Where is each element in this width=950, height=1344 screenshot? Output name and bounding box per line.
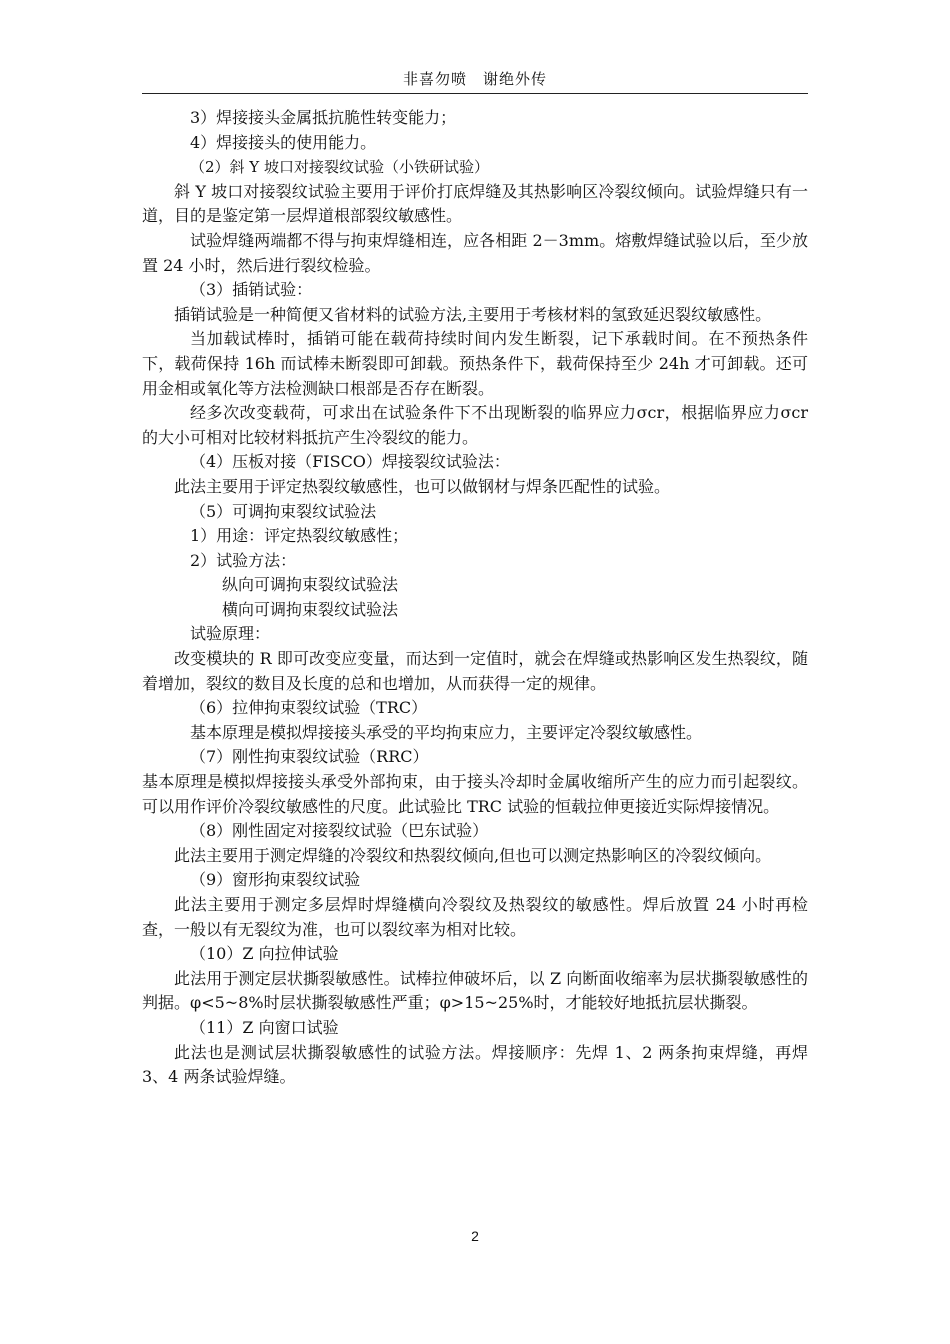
section-heading: （7）刚性拘束裂纹试验（RRC） bbox=[190, 747, 429, 767]
section-heading: （3）插销试验： bbox=[190, 280, 313, 300]
section-heading: （4）压板对接（FISCO）焊接裂纹试验法： bbox=[190, 452, 510, 472]
section-heading: （5）可调拘束裂纹试验法 bbox=[190, 501, 377, 521]
section-heading: （2）斜 Y 坡口对接裂纹试验（小铁研试验） bbox=[190, 158, 489, 177]
paragraph: 横向可调拘束裂纹试验法 bbox=[222, 599, 399, 619]
section-heading: （11）Z 向窗口试验 bbox=[190, 1017, 339, 1037]
page-header: 非喜勿喷 谢绝外传 bbox=[142, 66, 808, 94]
paragraph: 斜 Y 坡口对接裂纹试验主要用于评价打底焊缝及其热影响区冷裂纹倾向。试验焊缝只有一道，目的是鉴定第一层焊道根部裂纹敏感性。 bbox=[142, 181, 808, 226]
paragraph: 此法主要用于评定热裂纹敏感性，也可以做钢材与焊条匹配性的试验。 bbox=[174, 476, 671, 496]
section-heading: （10）Z 向拉伸试验 bbox=[190, 944, 339, 964]
paragraph: 经多次改变载荷，可求出在试验条件下不出现断裂的临界应力σcr，根据临界应力σcr 的大小可相对比较材料抵抗产生冷裂纹的能力。 bbox=[142, 403, 808, 447]
paragraph: 改变模块的 R 即可改变应变量，而达到一定值时，就会在焊缝或热影响区发生热裂纹，随着增加，裂纹的数目及长度的总和也增加，从而获得一定的规律。 bbox=[142, 649, 808, 693]
paragraph: 试验焊缝两端都不得与拘束焊缝相连，应各相距 2－3mm。熔敷焊缝试验以后，至少放置 24 小时，然后进行裂纹检验。 bbox=[142, 230, 808, 275]
paragraph: 2）试验方法： bbox=[190, 550, 297, 570]
document-body bbox=[142, 106, 808, 1090]
paragraph: 插销试验是一种简便又省材料的试验方法,主要用于考核材料的氢致延迟裂纹敏感性。 bbox=[174, 304, 772, 324]
paragraph: 4）焊接接头的使用能力。 bbox=[190, 132, 377, 152]
paragraph: 基本原理是模拟焊接接头承受的平均拘束应力，主要评定冷裂纹敏感性。 bbox=[190, 722, 703, 742]
paragraph: 当加载试棒时，插销可能在载荷持续时间内发生断裂，记下承载时间。在不预热条件下，载荷保持 16h 而试棒未断裂即可卸载。预热条件下，载荷保持至少 24h 才可卸载。还可用金相或氧化等方法检测缺口根部是否存在断裂。 bbox=[142, 329, 808, 398]
paragraph: 此法主要用于测定焊缝的冷裂纹和热裂纹倾向,但也可以测定热影响区的冷裂纹倾向。 bbox=[174, 845, 772, 865]
paragraph: 1）用途：评定热裂纹敏感性； bbox=[190, 526, 409, 546]
paragraph: 纵向可调拘束裂纹试验法 bbox=[222, 575, 399, 595]
paragraph: 3）焊接接头金属抵抗脆性转变能力； bbox=[190, 108, 457, 127]
paragraph: 此法用于测定层状撕裂敏感性。试棒拉伸破坏后，以 Z 向断面收缩率为层状撕裂敏感性的判据。φ<5~8%时层状撕裂敏感性严重；φ>15~25%时，才能较好地抵抗层状撕裂。 bbox=[142, 968, 808, 1013]
section-heading: （8）刚性固定对接裂纹试验（巴东试验） bbox=[190, 821, 489, 841]
section-heading: （9）窗形拘束裂纹试验 bbox=[190, 870, 361, 890]
paragraph: 试验原理： bbox=[190, 624, 271, 644]
paragraph: 此法主要用于测定多层焊时焊缝横向冷裂纹及热裂纹的敏感性。焊后放置 24 小时再检查，一般以有无裂纹为准，也可以裂纹率为相对比较。 bbox=[142, 895, 808, 939]
section-heading: （6）拉伸拘束裂纹试验（TRC） bbox=[190, 698, 428, 718]
paragraph: 此法也是测试层状撕裂敏感性的试验方法。焊接顺序：先焊 1、2 两条拘束焊缝，再焊 3、4 两条试验焊缝。 bbox=[142, 1042, 808, 1087]
paragraph: 基本原理是模拟焊接接头承受外部拘束，由于接头冷却时金属收缩所产生的应力而引起裂纹。可以用作评价冷裂纹敏感性的尺度。此试验比 TRC 试验的恒载拉伸更接近实际焊接情况。 bbox=[142, 772, 808, 816]
page-number: 2 bbox=[471, 1228, 479, 1244]
